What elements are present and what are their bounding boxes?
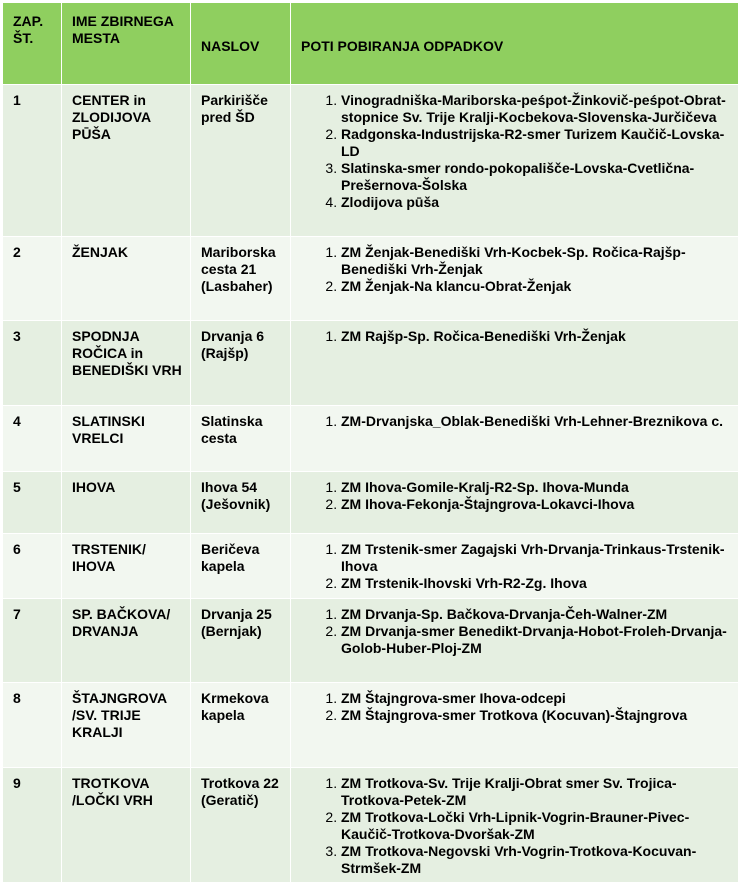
collection-routes-cell xyxy=(291,472,739,534)
collection-point-name: TROTKOVA /LOČKI VRH xyxy=(62,768,191,883)
table-row xyxy=(3,683,739,768)
row-number: 1 xyxy=(3,85,62,237)
route-item: 2. ZM Trstenik-Ihovski Vrh-R2-Zg. Ihova xyxy=(341,575,738,592)
header-routes: POTI POBIRANJA ODPADKOV xyxy=(291,3,739,85)
route-item: 3. Slatinska-smer rondo-pokopališče-Lovska-Cvetlična-Prešernova-Šolska xyxy=(341,160,738,194)
table-row xyxy=(3,406,739,472)
route-item: 2. ZM Drvanja-smer Benedikt-Drvanja-Hobot-Froleh-Drvanja-Golob-Huber-Ploj-ZM xyxy=(341,623,738,657)
collection-point-address: Parkirišče pred ŠD xyxy=(191,85,291,237)
row-number: 8 xyxy=(3,683,62,768)
collection-point-name: SP. BAČKOVA/ DRVANJA xyxy=(62,599,191,683)
table-body xyxy=(3,85,739,883)
route-item: 1. ZM Rajšp-Sp. Ročica-Benediški Vrh-Ženjak xyxy=(341,328,738,345)
routes-list xyxy=(301,413,738,430)
collection-point-address: Slatinska cesta xyxy=(191,406,291,472)
collection-point-name: CENTER in ZLODIJOVA PŪŠA xyxy=(62,85,191,237)
routes-list xyxy=(301,606,738,657)
route-item: 2. ZM Trotkova-Ločki Vrh-Lipnik-Vogrin-Brauner-Pivec-Kaučič-Trotkova-Dvoršak-ZM xyxy=(341,809,738,843)
collection-point-name: IHOVA xyxy=(62,472,191,534)
collection-point-address: Krmekova kapela xyxy=(191,683,291,768)
header-address: NASLOV xyxy=(191,3,291,85)
table-row xyxy=(3,85,739,237)
row-number: 5 xyxy=(3,472,62,534)
row-number: 6 xyxy=(3,534,62,599)
collection-point-name: ŠTAJNGROVA /SV. TRIJE KRALJI xyxy=(62,683,191,768)
routes-list xyxy=(301,775,738,877)
route-item: 1. ZM Štajngrova-smer Ihova-odcepi xyxy=(341,690,738,707)
route-item: 1. Vinogradniška-Mariborska-peśpot-Žinkovič-peśpot-Obrat-stopnice Sv. Trije Kralji-Kocbekova-Slovenska-Jurčičeva xyxy=(341,92,738,126)
collection-routes-cell xyxy=(291,85,739,237)
routes-list xyxy=(301,541,738,592)
table-row xyxy=(3,237,739,321)
routes-list xyxy=(301,479,738,513)
collection-routes-cell xyxy=(291,321,739,406)
route-item: 1. ZM Drvanja-Sp. Bačkova-Drvanja-Čeh-Walner-ZM xyxy=(341,606,738,623)
collection-point-address: Drvanja 25 (Bernjak) xyxy=(191,599,291,683)
table-header-row xyxy=(3,3,739,85)
routes-list xyxy=(301,328,738,345)
row-number: 7 xyxy=(3,599,62,683)
routes-list xyxy=(301,92,738,211)
collection-point-name: TRSTENIK/ IHOVA xyxy=(62,534,191,599)
routes-list xyxy=(301,244,738,295)
header-collection-point-name: IME ZBIRNEGA MESTA xyxy=(62,3,191,85)
collection-routes-cell xyxy=(291,534,739,599)
collection-point-address: Drvanja 6 (Rajšp) xyxy=(191,321,291,406)
table-row xyxy=(3,472,739,534)
table-row xyxy=(3,768,739,883)
header-number: ZAP. ŠT. xyxy=(3,3,62,85)
route-item: 2. ZM Štajngrova-smer Trotkova (Kocuvan)-Štajngrova xyxy=(341,707,738,724)
collection-point-name: SPODNJA ROČICA in BENEDIŠKI VRH xyxy=(62,321,191,406)
row-number: 2 xyxy=(3,237,62,321)
table-row xyxy=(3,534,739,599)
collection-point-address: Trotkova 22 (Geratič) xyxy=(191,768,291,883)
collection-routes-cell xyxy=(291,599,739,683)
route-item: 1. ZM Trstenik-smer Zagajski Vrh-Drvanja-Trinkaus-Trstenik-Ihova xyxy=(341,541,738,575)
collection-point-address: Beričeva kapela xyxy=(191,534,291,599)
route-item: 1. ZM-Drvanjska_Oblak-Benediški Vrh-Lehner-Breznikova c. xyxy=(341,413,738,430)
row-number: 4 xyxy=(3,406,62,472)
route-item: 1. ZM Ženjak-Benediški Vrh-Kocbek-Sp. Ročica-Rajšp-Benediški Vrh-Ženjak xyxy=(341,244,738,278)
table-row xyxy=(3,599,739,683)
routes-table-container xyxy=(2,2,738,883)
routes-list xyxy=(301,690,738,724)
collection-point-address: Ihova 54 (Ješovnik) xyxy=(191,472,291,534)
collection-point-address: Mariborska cesta 21 (Lasbaher) xyxy=(191,237,291,321)
route-item: 2. ZM Ženjak-Na klancu-Obrat-Ženjak xyxy=(341,278,738,295)
collection-routes-cell xyxy=(291,683,739,768)
waste-collection-table xyxy=(2,2,739,883)
collection-routes-cell xyxy=(291,237,739,321)
collection-point-name: SLATINSKI VRELCI xyxy=(62,406,191,472)
collection-point-name: ŽENJAK xyxy=(62,237,191,321)
route-item: 4. Zlodijova pūša xyxy=(341,194,738,211)
route-item: 3. ZM Trotkova-Negovski Vrh-Vogrin-Trotkova-Kocuvan-Strmšek-ZM xyxy=(341,843,738,877)
route-item: 1. ZM Ihova-Gomile-Kralj-R2-Sp. Ihova-Munda xyxy=(341,479,738,496)
row-number: 3 xyxy=(3,321,62,406)
collection-routes-cell xyxy=(291,406,739,472)
row-number: 9 xyxy=(3,768,62,883)
route-item: 2. Radgonska-Industrijska-R2-smer Turizem Kaučič-Lovska-LD xyxy=(341,126,738,160)
route-item: 1. ZM Trotkova-Sv. Trije Kralji-Obrat smer Sv. Trojica-Trotkova-Petek-ZM xyxy=(341,775,738,809)
collection-routes-cell xyxy=(291,768,739,883)
table-row xyxy=(3,321,739,406)
route-item: 2. ZM Ihova-Fekonja-Štajngrova-Lokavci-Ihova xyxy=(341,496,738,513)
